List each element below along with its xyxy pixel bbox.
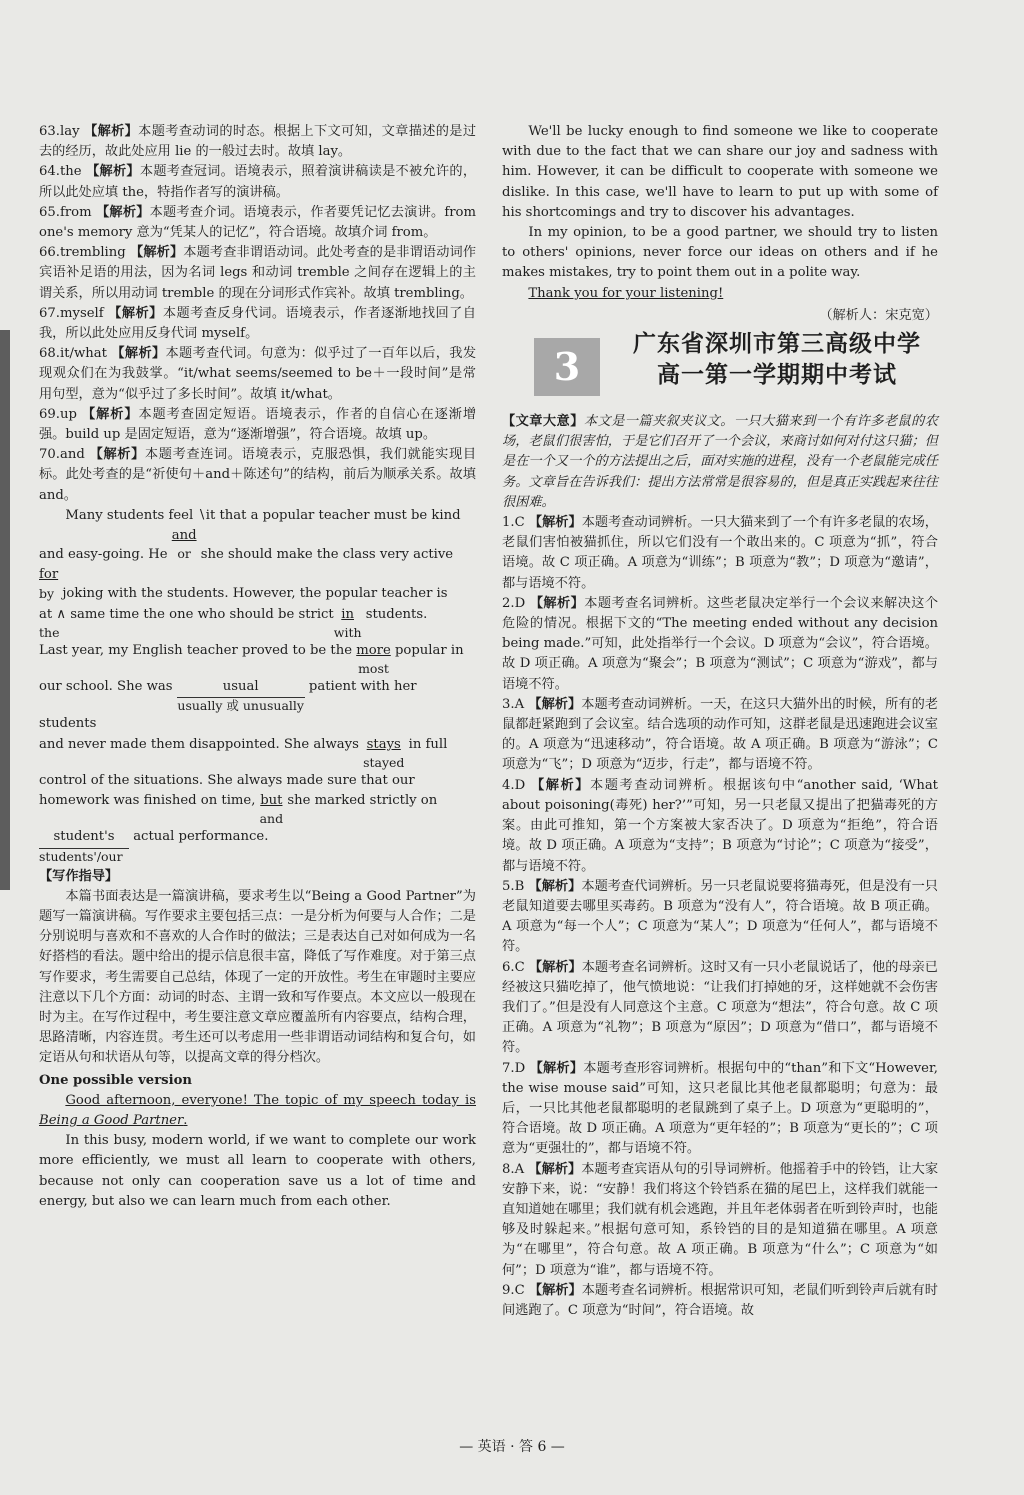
section-banner bbox=[502, 328, 938, 408]
article-gist: 【文章大意】本文是一篇夹叙夹议文。一只大猫来到一个有许多老鼠的农场，老鼠们很害怕，于是它们召开了一个会议，来商讨如何对付这只猫；但是在一个又一个的方法提出之后，面对实施的进程，没有一个老鼠能完成任务。文章旨在告诉我们：提出方法常常是很容易的，但是真正实践起来往往很困难。 bbox=[502, 414, 939, 510]
answer-item bbox=[502, 1281, 938, 1321]
answer-item bbox=[502, 695, 938, 776]
answer-item bbox=[502, 877, 938, 958]
sample-version-heading: One possible version bbox=[39, 1072, 192, 1088]
item-answer: D bbox=[514, 1060, 526, 1076]
item-answer: C bbox=[514, 515, 525, 531]
item-explanation: 本题考查名词辨析。根据常识可知，老鼠们听到铃声后就有时间逃跑了。C 项意为“时间”，符合语境。故 bbox=[502, 1282, 938, 1318]
analysis-tag: 【解析】 bbox=[528, 515, 582, 531]
right-column bbox=[502, 122, 938, 1321]
answer-item bbox=[502, 1160, 938, 1281]
corrected-word: but bbox=[260, 793, 283, 809]
item-explanation: 本题考查代词。句意为：似乎过了一百年以后，我发现观众们在为我鼓掌。“it/what seems/seemed to be＋一段时间”是常用句型，意为“似乎过了多长时间”。故填 it/what。 bbox=[39, 346, 477, 402]
item-explanation: 本题考查名词辨析。这些老鼠决定举行一个会议来解决这个危险的情况。根据下文的“The meeting ended without any decision being made.”可知，此处指举行一个会议。D 项意为“会议”，符合语境。故 D 项正确。A 项意为“聚会”；B 项意为“测试”；C 项意为“游戏”，都与语境不符。 bbox=[502, 595, 939, 692]
corrected-word: more bbox=[356, 643, 391, 659]
corrected-word: usual bbox=[177, 677, 305, 698]
item-explanation: 本题考查非谓语动词。此处考查的是非谓语动词作宾语补足语的用法，因为名词 legs 和动词 tremble 之间存在逻辑上的主谓关系，所以用动词 tremble 的现在分词形式作宾补。故填 trembling。 bbox=[39, 245, 477, 301]
correction-fix: the bbox=[39, 625, 60, 641]
scan-edge bbox=[0, 330, 10, 890]
essay-paragraph-2: In this busy, modern world, if we want to complete our work more efficiently, we must all learn to cooperate with others, because not only can cooperation save us a lot of time and energy, but also we can learn much from each other. bbox=[39, 1133, 476, 1209]
correction-fix: students'/our bbox=[39, 848, 123, 864]
corr-line-9: homework was finished on time, but and she marked strictly on bbox=[39, 793, 438, 827]
item-explanation: 本题考查名词辨析。这时又有一只小老鼠说话了，他的母亲已经被这只猫吃掉了，他气愤地说：“让我们打掉她的牙，这样她就不会伤害我们了。”但是没有人同意这个主意。C 项意为“想法”，符合句意。故 C 项正确。A 项意为“礼物”；B 项意为“原因”；D 项意为“借口”，都与语境不符。 bbox=[502, 959, 938, 1056]
item-explanation: 本题考查动词辨析。一只大猫来到了一个有许多老鼠的农场，老鼠们害怕被猫抓住，所以它们没有一个敢出来的。C 项意为“抓”，符合语境。故 C 项正确。A 项意为“训练”；B 项意为“教”；D 项意为“邀请”，都与语境不符。 bbox=[502, 515, 938, 591]
item-answer: C bbox=[514, 1282, 525, 1298]
analysis-tag: 【解析】 bbox=[530, 777, 590, 793]
corr-line-2: and easy-going. He and or she should make the class very active bbox=[39, 528, 454, 563]
item-explanation: 本题考查动词辨析。一天，在这只大猫外出的时候，所有的老鼠都赶紧跑到了会议室。结合选项的动作可知，这群老鼠是迅速跑进会议室的。A 项意为“迅速移动”，符合语境。故 A 项正确。B 项意为“游泳”；C 项意为“飞”；D 项意为“迈步，行走”，都与语境不符。 bbox=[502, 696, 939, 773]
essay-paragraph-4: In my opinion, to be a good partner, we should try to listen to others' opinions, never force our ideas on others and if he makes mistakes, try to point them out in a polite way. bbox=[502, 225, 938, 281]
analysis-tag: 【解析】 bbox=[528, 1161, 582, 1177]
answer-item bbox=[39, 405, 476, 445]
answer-item bbox=[502, 776, 938, 877]
corrected-word: for bbox=[39, 567, 59, 583]
essay-paragraph-1: Good afternoon, everyone! The topic of my speech today is Being a Good Partner. bbox=[39, 1092, 476, 1128]
left-answer-items bbox=[39, 122, 476, 506]
answer-item bbox=[39, 122, 476, 162]
error-correction bbox=[39, 506, 476, 865]
item-answer: myself bbox=[59, 305, 104, 321]
item-answer: C bbox=[514, 959, 525, 975]
analysis-tag: 【解析】 bbox=[528, 878, 582, 894]
analysis-tag: 【解析】 bbox=[130, 245, 184, 261]
item-explanation: 本题考查反身代词。语境表示，作者逐渐地找回了自我，所以此处应用反身代词 myself。 bbox=[39, 305, 476, 342]
page-footer: — 英语 · 答 6 — bbox=[459, 1439, 565, 1455]
item-answer: the bbox=[59, 164, 82, 180]
analysis-tag: 【解析】 bbox=[89, 447, 145, 463]
item-number: 63. bbox=[39, 124, 60, 139]
writing-guide-text: 本篇书面表达是一篇演讲稿，要求考生以“Being a Good Partner”为题写一篇演讲稿。写作要求主要包括三点：一是分析为何要与人合作；二是分别说明与喜欢和不喜欢的人合作时的做法；三是表达自己对如何成为一名好搭档的看法。题中给出的提示信息很丰富，降低了写作难度。对于第三点写作要求，考生需要自己总结，体现了一定的开放性。考生在审题时主要应注意以下几个方面：动词的时态、主谓一致和写作要点。本文应以一般现在时为主。在写作过程中，考生要注意文章应覆盖所有内容要点，结构合理，思路清晰，内容连贯。考生还可以考虑用一些非谓语动词结构和复合句，如定语从句和状语从句等，以提高文章的得分档次。 bbox=[39, 888, 476, 1066]
analysis-tag: 【解析】 bbox=[528, 959, 582, 975]
analysis-tag: 【解析】 bbox=[108, 305, 163, 321]
item-explanation: 本题考查动词的时态。根据上下文可知，文章描述的是过去的经历，故此处应用 lie 的一般过去时。故填 lay。 bbox=[39, 124, 477, 160]
corrected-word: stays bbox=[366, 736, 401, 752]
corrected-word: student's bbox=[39, 827, 129, 848]
correction-fix: with bbox=[333, 625, 362, 641]
corr-line-3: for by joking with the students. However, the popular teacher is bbox=[39, 567, 448, 602]
item-number: 68. bbox=[39, 346, 60, 362]
corr-line-8: control of the situations. She always made sure that our bbox=[39, 772, 415, 788]
analysis-tag: 【解析】 bbox=[528, 1282, 582, 1298]
correction-fix: stayed bbox=[363, 754, 405, 770]
corrected-word: in bbox=[341, 606, 354, 622]
essay-paragraph-3: We'll be lucky enough to find someone we like to cooperate with due to the fact that we can share our joy and sadness with him. However, it can be difficult to cooperate with someone we dislike. In this case, we'll have to learn to put up with some of his shortcomings and try to discover his advantages. bbox=[502, 124, 938, 220]
correction-fix: by bbox=[39, 585, 55, 601]
analysis-tag: 【解析】 bbox=[82, 406, 139, 422]
correction-fix: or bbox=[177, 546, 191, 562]
item-number: 69. bbox=[39, 406, 60, 422]
item-explanation: 本题考查动词辨析。根据该句中“another said, ‘What about poisoning(毒死) her?’”可知，另一只老鼠又提出了把猫毒死的方案。由此可推知，第一个方案被大家否决了。D 项意为“拒绝”，符合语境。故 D 项正确。A 项意为“支持”；B 项意为“讨论”；C 项意为“接受”，都与语境不符。 bbox=[502, 777, 938, 874]
item-explanation: 本题考查介词。语境表示，作者要凭记忆去演讲。from one's memory 意为“凭某人的记忆”，符合语境。故填介词 from。 bbox=[39, 204, 476, 241]
answer-item bbox=[39, 162, 476, 202]
item-number: 65. bbox=[39, 204, 60, 220]
corr-line-7: and never made them disappointed. She always stays stayed in full bbox=[39, 736, 448, 770]
answer-item bbox=[502, 513, 938, 594]
item-number: 5. bbox=[502, 878, 515, 894]
item-number: 70. bbox=[39, 447, 60, 463]
analysis-tag: 【解析】 bbox=[529, 1060, 584, 1076]
section-number-badge: 3 bbox=[534, 338, 600, 396]
writing-guide-heading: 【写作指导】 bbox=[39, 868, 119, 884]
answer-item bbox=[502, 1059, 938, 1160]
answer-item bbox=[39, 304, 476, 344]
corr-line-4: at ∧ same time the one who should be strict the in with students. bbox=[39, 606, 428, 641]
item-number: 7. bbox=[502, 1060, 515, 1076]
corr-line-5: Last year, my English teacher proved to be the more most popular in bbox=[39, 643, 464, 677]
item-answer: up bbox=[59, 406, 77, 422]
item-number: 4. bbox=[502, 777, 515, 793]
item-number: 66. bbox=[39, 245, 60, 261]
analysis-tag: 【解析】 bbox=[96, 204, 150, 220]
analyst-signature: （解析人：宋克宽） bbox=[819, 307, 938, 323]
item-answer: it/what bbox=[59, 346, 107, 362]
item-number: 3. bbox=[502, 696, 515, 712]
item-number: 64. bbox=[39, 164, 60, 180]
item-explanation: 本题考查连词。语境表示，克服恐惧，我们就能实现目标。此处考查的是“祈使句＋and＋陈述句”的结构，前后为顺承关系。故填 and。 bbox=[39, 447, 477, 503]
section-title: 广东省深圳市第三高级中学 高一第一学期期中考试 bbox=[633, 330, 921, 389]
item-explanation: 本题考查冠词。语境表示，照着演讲稿读是不被允许的，所以此处应填 the，特指作者写的演讲稿。 bbox=[39, 164, 477, 200]
analysis-tag: 【解析】 bbox=[84, 124, 139, 139]
item-answer: D bbox=[514, 595, 526, 611]
corrected-word: and bbox=[171, 528, 197, 544]
correction-fix: most bbox=[358, 661, 389, 677]
correction-fix: and bbox=[259, 811, 284, 827]
item-answer: D bbox=[514, 777, 526, 793]
correction-fix: usually 或 unusually bbox=[177, 698, 304, 714]
answer-item bbox=[39, 445, 476, 506]
item-answer: A bbox=[514, 696, 525, 712]
analysis-tag: 【解析】 bbox=[111, 346, 166, 362]
item-answer: and bbox=[59, 447, 85, 463]
item-explanation: 本题考查代词辨析。另一只老鼠说要将猫毒死，但是没有一只老鼠知道要去哪里买毒药。B 项意为“没有人”，符合语境。故 B 项正确。A 项意为“每一个人”；C 项意为“某人”；D 项意为“任何人”，都与语境不符。 bbox=[502, 878, 938, 955]
corr-line-1: Many students feel ∖it that a popular teacher must be kind bbox=[65, 507, 461, 523]
item-number: 9. bbox=[502, 1282, 515, 1298]
answer-item bbox=[39, 243, 476, 304]
item-explanation: 本题考查形容词辨析。根据句中的“than”和下文“However, the wise mouse said”可知，这只老鼠比其他老鼠都聪明；句意为：最后，一只比其他老鼠都聪明的老鼠跳到了桌子上。D 项意为“更聪明的”，符合语境。故 D 项正确。A 项意为“更年轻的”；B 项意为“更长的”；C 项意为“更强壮的”，都与语境不符。 bbox=[502, 1060, 938, 1157]
item-explanation: 本题考查宾语从句的引导词辨析。他摇着手中的铃铛，让大家安静下来，说：“安静！我们将这个铃铛系在猫的尾巴上，这样我们就能一直知道她在哪里；我们就有机会逃跑，并且年老体弱者在听到铃声时，也能够及时躲起来。”根据句意可知，系铃铛的目的是知道猫在哪里。A 项意为“在哪里”，符合句意。故 A 项正确。B 项意为“什么”；C 项意为“如何”；D 项意为“谁”，都与语境不符。 bbox=[502, 1161, 939, 1278]
analysis-tag: 【解析】 bbox=[528, 696, 582, 712]
item-number: 67. bbox=[39, 305, 60, 321]
answer-item bbox=[39, 344, 476, 405]
item-number: 6. bbox=[502, 959, 515, 975]
analysis-tag: 【解析】 bbox=[86, 164, 140, 180]
analysis-tag: 【解析】 bbox=[529, 595, 585, 611]
item-answer: B bbox=[514, 878, 525, 894]
right-answer-items bbox=[502, 513, 938, 1321]
item-answer: from bbox=[59, 204, 92, 220]
item-answer: lay bbox=[59, 124, 80, 139]
corr-line-6: our school. She was usual usually 或 unusually patient with her students bbox=[39, 679, 417, 732]
item-answer: trembling bbox=[59, 245, 126, 261]
answer-item bbox=[502, 958, 938, 1059]
answer-item bbox=[39, 203, 476, 243]
item-number: 2. bbox=[502, 595, 515, 611]
answer-item bbox=[502, 594, 938, 695]
essay-closing: Thank you for your listening! bbox=[528, 285, 724, 301]
item-number: 1. bbox=[502, 515, 515, 531]
corr-line-10: student's students'/our actual performance. bbox=[39, 829, 269, 864]
item-number: 8. bbox=[502, 1161, 515, 1177]
left-column bbox=[39, 122, 476, 1212]
item-explanation: 本题考查固定短语。语境表示，作者的自信心在逐渐增强。build up 是固定短语，意为“逐渐增强”，符合语境。故填 up。 bbox=[39, 406, 477, 443]
item-answer: A bbox=[514, 1161, 525, 1177]
